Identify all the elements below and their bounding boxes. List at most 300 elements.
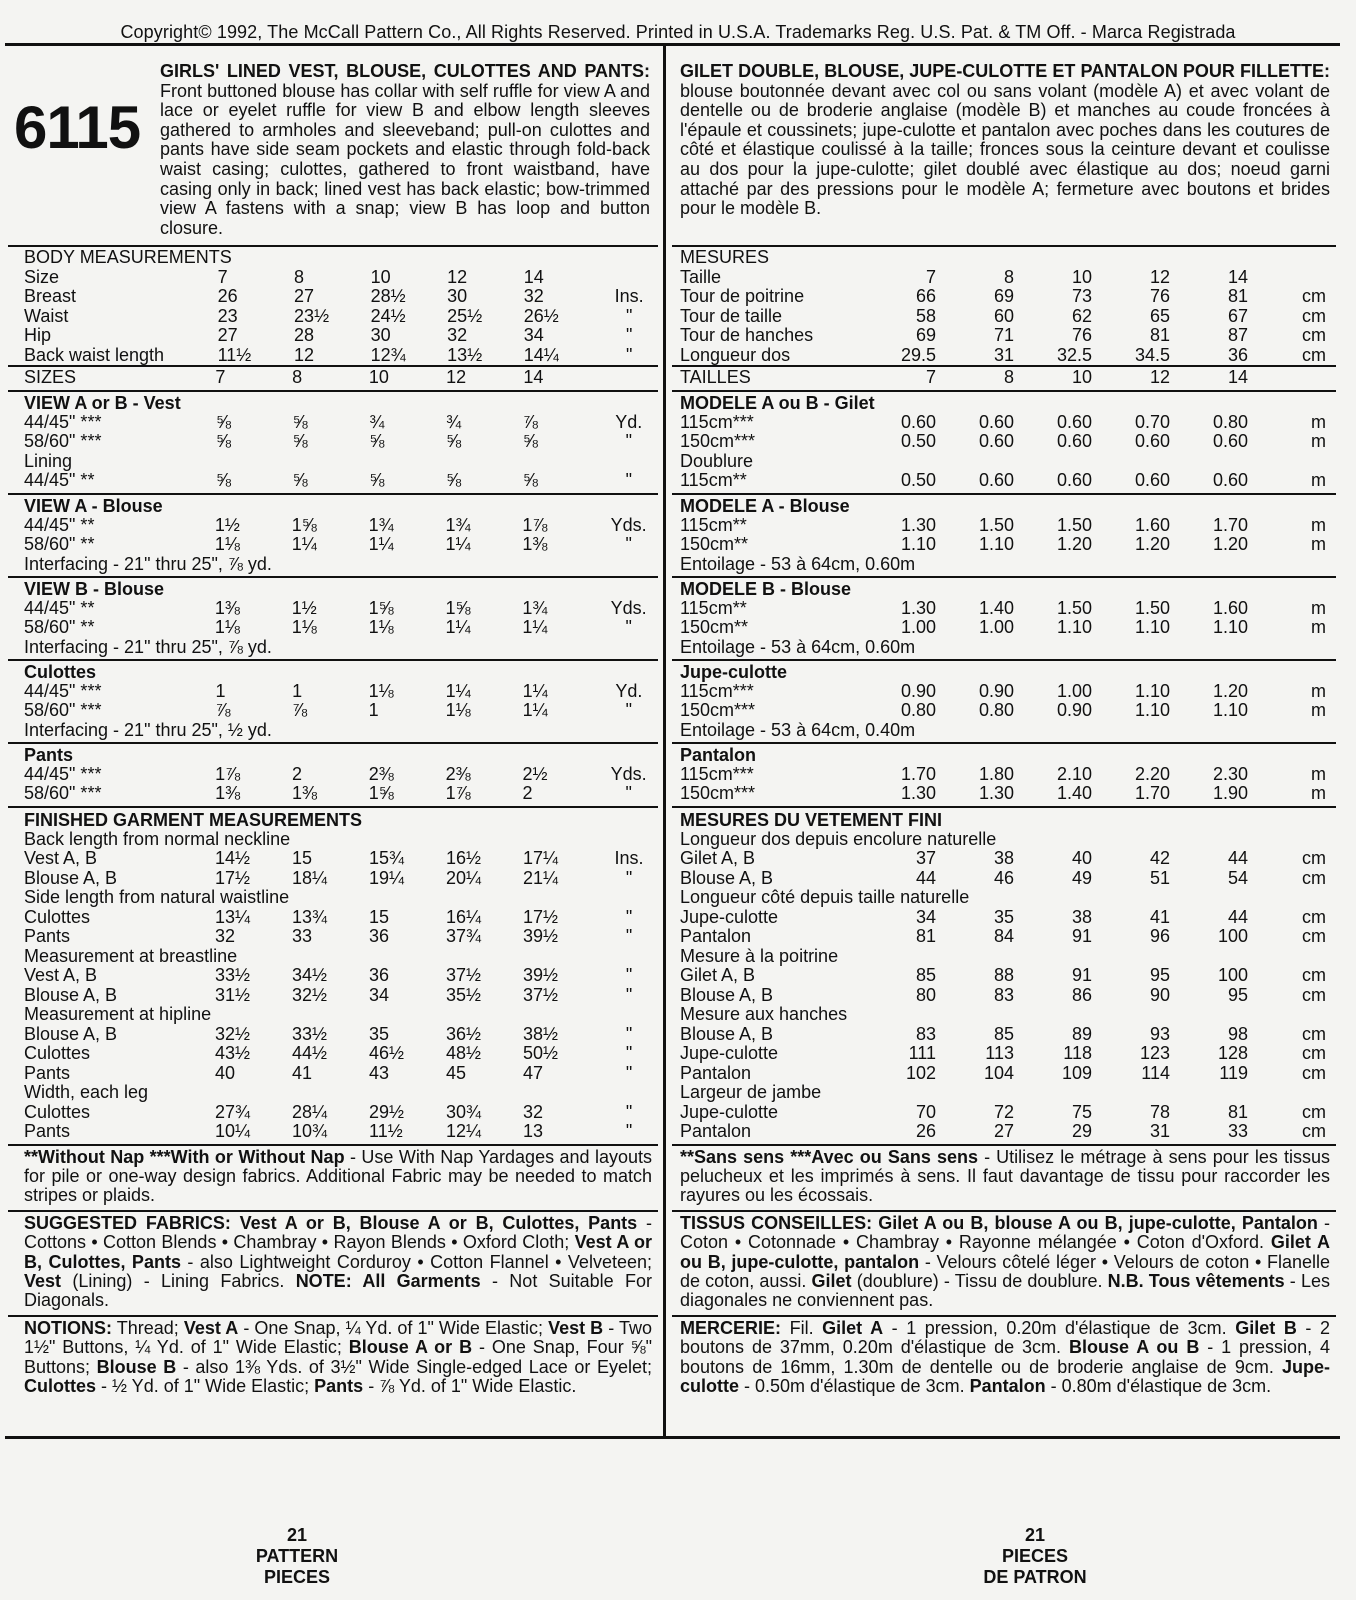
row-label: Tour de taille [680,305,783,326]
value-cell: 1¼ [522,680,548,701]
finished-measurements-section [672,808,1336,1146]
measure-table [24,268,658,366]
table-row [680,535,1326,555]
value-cell: 44 [915,867,936,888]
value-cell: ⅝ [446,470,462,490]
value-cell: 25½ [447,305,483,326]
value-cell: 37¾ [446,926,482,946]
value-cell: 1.50 [978,514,1014,535]
table-row [24,618,658,638]
row-label: 115cm** [680,470,747,490]
table-row [24,682,658,702]
row-label: Hip [24,325,52,345]
subheading-row [680,888,1326,908]
value-cell: 28½ [370,286,406,306]
pieces-label: PIECES [263,1567,331,1587]
value-cell: 14¼ [523,344,559,365]
value-cell: 1.50 [1056,514,1092,535]
value-cell: 1¼ [368,534,394,554]
value-cell: 0.60 [1212,470,1248,490]
row-label: Side length from natural waistline [24,887,290,907]
unit-cell: cm [1302,305,1326,326]
text: - Two 1½" Buttons, ¼ Yd. of 1" Wide Elastic; [24,1317,652,1358]
text: - ⅞ Yd. of 1" Wide Elastic. [363,1375,577,1396]
unit-cell: cm [1302,286,1326,306]
value-cell: 26 [217,286,238,306]
value-cell: 14 [1227,266,1248,287]
value-cell: 1⅛ [445,700,471,720]
value-cell: 1.20 [1212,680,1248,701]
value-cell: ⅝ [292,470,308,490]
value-cell: 1.60 [1212,597,1248,618]
value-cell: 109 [1061,1062,1092,1083]
value-cell: 7 [925,367,936,387]
value-cell: 27 [217,325,238,345]
value-cell: ⅝ [292,411,308,432]
row-label: 58/60" *** [24,783,102,803]
table-row [680,966,1326,986]
unit-cell: cm [1302,1062,1326,1083]
value-cell: 0.60 [978,470,1014,490]
value-cell: ⅝ [215,431,231,451]
row-label: Culottes [24,1101,91,1122]
value-cell: 91 [1071,926,1092,946]
table-row [680,599,1326,619]
bold-text: Gilet A ou B, jupe-culotte, pantalon [680,1232,1331,1272]
value-cell: 54 [1227,867,1248,888]
value-cell: 36 [369,926,390,946]
unit-cell: cm [1302,867,1326,888]
row-label: 150cm*** [680,431,756,451]
sizes-section [672,367,1336,392]
value-cell: 12 [1149,367,1170,387]
value-cell: 62 [1071,305,1092,326]
value-cell: 1.30 [900,597,936,618]
value-cell: 1.00 [1056,680,1092,701]
measure-table [680,516,1326,555]
english-column [8,47,658,1400]
value-cell: 0.80 [900,700,936,720]
row-label: Gilet A, B [680,848,756,868]
value-cell: 2⅜ [445,763,471,784]
unit-cell [1248,268,1326,288]
value-cell: 1.60 [1134,514,1170,535]
bold-text: Jupe-culotte [680,1356,1330,1396]
french-column [672,47,1336,1400]
value-cell: ⅞ [522,411,538,432]
value-cell: 20¼ [446,867,482,888]
finished-measurements-section [8,808,658,1146]
value-cell: 1.30 [978,783,1014,803]
value-cell: 34 [369,984,390,1005]
row-label: Jupe-culotte [680,906,779,927]
table-row [680,287,1326,307]
value-cell: 76 [1071,325,1092,345]
value-cell: 17¼ [523,848,559,868]
pattern-number: 6115 [14,94,141,161]
row-label: 115cm*** [680,763,754,784]
bold-text: **Sans sens ***Avec ou Sans sens [680,1146,978,1167]
value-cell: 1½ [291,597,317,618]
bold-text: TISSUS CONSEILLES: Gilet A ou B, blouse A ou B, jupe-culotte, Pantalon [680,1212,1318,1233]
subheading-row [680,1083,1326,1103]
value-cell: 1.30 [900,783,936,803]
value-cell: 1.10 [1134,617,1170,637]
table-row [680,1044,1326,1064]
unit-cell: " [625,305,633,326]
value-cell [369,452,446,472]
notions [672,1317,1336,1401]
bold-text: Blouse B [96,1356,177,1377]
interfacing-note: Interfacing - 21" thru 25", ½ yd. [24,719,272,740]
text: (doublure) - Tissu de doublure. [851,1270,1108,1291]
value-cell: 1¾ [445,514,471,535]
value-cell: 1⅜ [215,783,241,803]
yardage-title: VIEW A - Blouse [24,495,163,516]
value-cell: 100 [1217,926,1248,946]
value-cell: 1.10 [978,534,1014,554]
unit-cell: Yd. [615,680,643,701]
value-cell: 1¼ [291,534,317,554]
row-label: Pants [24,1121,71,1141]
value-cell: 34 [523,325,544,345]
row-label: Mesure aux hanches [680,1004,848,1024]
value-cell: 23 [217,305,238,326]
table-row [24,471,658,491]
yardage-section [8,744,658,808]
suggested-fabrics [672,1212,1336,1317]
table-row [24,1064,658,1084]
value-cell: 44 [1227,906,1248,927]
value-cell: 90 [1149,984,1170,1005]
value-cell: 76 [1149,286,1170,306]
value-cell: 7 [217,266,228,287]
bold-text: Blouse A ou B [1068,1337,1200,1358]
value-cell: 1.00 [978,617,1014,637]
table-row [680,986,1326,1006]
section-title: MESURES [680,247,770,267]
bold-text: **Without Nap ***With or Without Nap [24,1146,345,1167]
description-section [8,47,658,247]
unit-cell: cm [1302,984,1326,1005]
text: - Not Suitable For Diagonals. [24,1270,652,1311]
row-label: 150cm*** [680,783,756,803]
value-cell: 0.60 [900,411,936,432]
value-cell: 30¾ [446,1101,482,1122]
yardage-title: VIEW A or B - Vest [24,392,181,413]
measure-table [24,682,658,721]
value-cell: 39½ [523,926,559,946]
value-cell: 95 [1227,984,1248,1005]
value-cell: 13 [523,1121,544,1141]
value-cell: 1.30 [900,514,936,535]
value-cell: 12 [446,367,467,387]
value-cell: 35½ [446,984,482,1005]
unit-cell: m [1311,514,1326,535]
value-cell: 123 [1139,1043,1170,1063]
table-row [24,326,658,346]
value-cell: 1 [368,700,379,720]
value-cell: 81 [1227,1101,1248,1122]
yardage-title: Pants [24,744,74,765]
value-cell: 93 [1149,1023,1170,1044]
value-cell: 32½ [215,1023,251,1044]
value-cell: 8 [292,367,303,387]
row-label: Pantalon [680,1121,752,1141]
value-cell: 0.60 [1056,411,1092,432]
row-label: 44/45" *** [24,763,102,784]
row-label: Tour de hanches [680,325,814,345]
table-row [680,618,1326,638]
text: - One Snap, Four ⅝" Buttons; [24,1337,652,1377]
bold-text: Pantalon [969,1375,1046,1396]
value-cell: 32 [523,286,544,306]
value-cell: 26 [915,1121,936,1141]
pieces-count: 21 [1024,1525,1046,1545]
bold-text: MERCERIE: [680,1317,782,1338]
text: - ½ Yd. of 1" Wide Elastic; [96,1375,315,1396]
value-cell: 1⅛ [214,534,240,554]
value-cell: 12 [294,344,315,365]
unit-cell: " [625,1043,633,1063]
row-label: 44/45" ** [24,597,95,618]
table-row [24,1044,658,1064]
value-cell: ⅞ [292,700,308,720]
value-cell: 33 [292,926,313,946]
value-cell: 0.70 [1134,411,1170,432]
value-cell: 2⅜ [368,763,394,784]
value-cell: 95 [1149,965,1170,985]
yardage-section [8,578,658,661]
value-cell: 51 [1149,867,1170,888]
value-cell: 81 [915,926,936,946]
table-row [24,908,658,928]
bold-text: Vest A or B, Culottes, Pants [24,1232,652,1272]
value-cell: 58 [915,305,936,326]
unit-cell: m [1311,680,1326,701]
table-row [680,1103,1326,1123]
row-label: 58/60" *** [24,700,102,720]
value-cell: 16¼ [446,906,482,927]
value-cell: 12 [447,266,468,287]
yardage-section [672,744,1336,808]
value-cell: 27¾ [215,1101,251,1122]
column-divider [663,43,666,1436]
value-cell: 114 [1141,1062,1170,1083]
value-cell: 2 [291,763,302,784]
value-cell: 128 [1217,1043,1248,1063]
value-cell: 33½ [215,965,251,985]
value-cell: 30 [447,286,468,306]
value-cell: 46 [993,867,1014,888]
row-label: Blouse A, B [680,984,774,1005]
yardage-section [8,495,658,578]
value-cell: 35 [369,1023,390,1044]
value-cell: 21¼ [523,867,559,888]
measure-table [24,599,658,638]
value-cell: 1.00 [900,617,936,637]
value-cell: 15¾ [369,848,405,868]
bold-text: Pants [314,1375,364,1396]
bold-text: NOTIONS: [24,1317,112,1338]
yardage-title: MODELE A ou B - Gilet [680,392,875,413]
unit-cell: " [625,867,633,888]
value-cell: 1⅝ [291,514,317,535]
table-row [680,346,1326,366]
pieces-label: PIECES [1001,1546,1069,1566]
pattern-pieces-en [147,1525,447,1588]
row-label: Pants [24,926,71,946]
unit-cell: cm [1302,926,1326,946]
sizes-table [24,368,658,388]
value-cell: 36 [369,965,390,985]
unit-cell: Ins. [614,848,644,868]
value-cell: 1¼ [445,534,471,554]
subheading-row [680,947,1326,967]
value-cell: 73 [1071,286,1092,306]
section-title: MESURES DU VETEMENT FINI [680,809,943,830]
row-label: Culottes [24,1043,91,1063]
value-cell: 1.90 [1212,783,1248,803]
value-cell: 1.20 [1134,534,1170,554]
value-cell [293,452,370,472]
value-cell: 27 [294,286,315,306]
value-cell: 75 [1071,1101,1092,1122]
value-cell: 32½ [292,984,328,1005]
value-cell: 1⅝ [445,597,471,618]
unit-cell: Yds. [610,514,647,535]
bold-text: Blouse A or B [348,1337,473,1358]
value-cell: 1⅝ [368,597,394,618]
unit-cell: " [625,344,633,365]
value-cell: 2½ [522,763,548,784]
table-row [24,1025,658,1045]
copyright-line: Copyright© 1992, The McCall Pattern Co., All Rights Reserved. Printed in U.S.A. Trademarks Reg. U.S. Pat. & TM Off. - Marca Registrada [120,22,1236,42]
unit-cell: cm [1302,1023,1326,1044]
unit-cell: cm [1302,325,1326,345]
unit-cell: m [1311,534,1326,554]
value-cell: 84 [993,926,1014,946]
unit-cell: " [625,700,633,720]
table-row [24,346,658,366]
yardage-section [672,578,1336,661]
value-cell: 66 [915,286,936,306]
value-cell [446,452,523,472]
value-cell: 1 [215,680,226,701]
value-cell: 44 [1227,848,1248,868]
value-cell: 86 [1071,984,1092,1005]
description-section [672,47,1336,247]
unit-cell: " [625,1101,633,1122]
value-cell: 2.30 [1212,763,1248,784]
value-cell: 11½ [369,1121,403,1141]
description-body: blouse boutonnée devant avec col ou sans volant (modèle A) et avec volant de dentelle ou de broderie anglaise (modèle B) et manches au coude froncées à l'épaule et coussinets; jupe-culotte et pantalon avec poches dans les coutures de côté et élastique coulissé à la taille; fronces sous la ceinture devant et coulisse au dos pour la jupe-culotte; gilet doublé avec élastique au dos; noeud garni attaché par des pressions pour le modèle A; fermeture avec boutons et brides pour le modèle B. [680,80,1330,219]
value-cell: 0.90 [900,680,936,701]
value-cell: 7 [215,367,226,387]
table-row [24,849,658,869]
value-cell: 0.60 [1134,431,1170,451]
table-row [680,784,1326,804]
table-row [24,368,658,388]
value-cell: 28¼ [292,1101,328,1122]
unit-cell: " [625,617,632,637]
row-label: Longueur dos depuis encolure naturelle [680,828,997,849]
value-cell: 1⅜ [522,534,548,554]
value-cell: 1⅞ [522,514,548,535]
value-cell: 24½ [370,305,406,326]
value-cell: 44½ [292,1043,328,1063]
value-cell: 0.90 [1056,700,1092,720]
value-cell: 1⅞ [445,783,471,803]
value-cell: 1.50 [1056,597,1092,618]
value-cell: 38½ [523,1023,559,1044]
interfacing-note: Entoilage - 53 à 64cm, 0.40m [680,719,916,740]
value-cell: 87 [1227,325,1248,345]
table-row [24,869,658,889]
value-cell: 16½ [446,848,482,868]
bold-text: Gilet [811,1270,852,1291]
row-label: 150cm** [680,534,749,554]
unit-cell: " [625,470,632,490]
value-cell: 1.20 [1056,534,1092,554]
measure-table [680,413,1326,491]
value-cell: 119 [1219,1062,1248,1083]
description-body: Front buttoned blouse has collar with self ruffle for view A and lace or eyelet ruffle for view B and elbow length sleeves gathered to armholes and sleeveband; pull-on culottes and pants have side seam pockets and elastic through fold-back waist casing; culottes, gathered to front waistband, have casing only in back; lined vest has back elastic; bow-trimmed view A fastens with a snap; view B has loop and button closure. [160,80,650,238]
row-label: Measurement at hipline [24,1004,212,1024]
unit-cell: " [625,965,633,985]
value-cell: 32.5 [1056,344,1092,365]
unit-cell: m [1311,431,1326,451]
interfacing-note: Interfacing - 21" thru 25", ⅞ yd. [24,553,272,574]
value-cell: 47 [523,1062,544,1083]
unit-cell: " [625,431,632,451]
yardage-section [672,661,1336,744]
value-cell: 1.10 [1134,700,1170,720]
value-cell: 0.80 [1212,411,1248,432]
description-text [160,62,650,238]
value-cell: 35 [993,906,1014,927]
row-label: Measurement at breastline [24,945,238,966]
value-cell: 91 [1071,965,1092,985]
table-row [680,471,1326,491]
unit-cell: m [1311,617,1326,637]
table-row [680,701,1326,721]
table-row [680,869,1326,889]
value-cell: 85 [993,1023,1014,1044]
value-cell: 40 [1071,848,1092,868]
text: - Utilisez le métrage à sens pour les tissus pelucheux et les imprimés à sens. Il faut davantage de tissu pour raccorder les rayures ou les écossais. [680,1146,1331,1206]
table-row [24,784,658,804]
value-cell: 10 [370,266,391,287]
row-label: 115cm*** [680,680,754,701]
value-cell: ⅝ [215,470,231,490]
body-measurements-section [8,247,658,367]
value-cell: 23½ [294,305,330,326]
value-cell: 48½ [446,1043,482,1063]
nap-note [8,1146,658,1212]
table-row [24,1122,658,1142]
text: - also 1⅜ Yds. of 3½" Wide Single-edged Lace or Eyelet; [176,1356,653,1377]
value-cell: 96 [1149,926,1170,946]
measure-table [680,682,1326,721]
table-row [24,927,658,947]
description-title: GILET DOUBLE, BLOUSE, JUPE-CULOTTE ET PANTALON POUR FILLETTE: [680,61,1330,81]
value-cell: 80 [915,984,936,1005]
unit-cell: Ins. [614,286,644,306]
value-cell: 1⅝ [368,783,394,803]
row-label: 58/60" ** [24,534,95,554]
row-label: Gilet A, B [680,965,756,985]
